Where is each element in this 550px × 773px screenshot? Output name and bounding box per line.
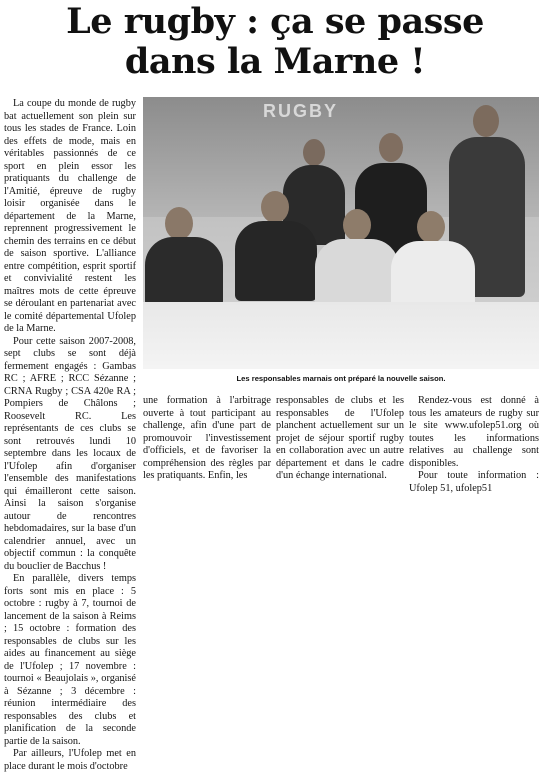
photo-table (143, 302, 539, 369)
article-column-2 (143, 395, 271, 483)
photo-caption: Les responsables marnais ont préparé la nouvelle saison. (236, 374, 446, 383)
article-column-3 (276, 395, 404, 483)
paragraph-events: En parallèle, divers temps forts sont mis en place : 5 octobre : rugby à 7, tournoi de lancement de la saison à Reims ; 15 octobre : formation des responsables de clubs sur les aides au financement au siège de l'Ufolep ; 17 novembre : tournoi « Beaujolais », organisé à Sézanne ; 3 décembre : réunion intermédiaire des responsables des clubs et planification de la seconde partie de la saison. (4, 573, 136, 747)
paragraph-training-start: Par ailleurs, l'Ufolep met en place durant le mois d'octobre (4, 748, 136, 772)
headline-line-1: Le rugby : ça se passe (66, 1, 484, 42)
paragraph-website: Rendez-vous est donné à tous les amateurs de rugby sur le site www.ufolep51.org où toutes les informations relatives au challenge sont disponibles. (409, 395, 539, 469)
headline-line-2: dans la Marne ! (124, 41, 426, 82)
paragraph-clubs: Pour cette saison 2007-2008, sept clubs se sont déjà fermement engagés : Gambas RC ; AFRE ; RCC Sézanne ; CRNA Rugby ; CSA 420e RA ; Pompiers de Châlons ; Roosevelt RC. Les représentants de ces clubs se sont retrouvés lundi 10 septembre dans les locaux de l'Ufolep afin d'organiser l'ensemble des manifestations qui émailleront cette saison. Ainsi la saison s'organise autour de rencontres hebdomadaires, sur la base d'un calendrier annuel, avec un objectif commun : la conquête du bouclier de Bacchus ! (4, 335, 136, 572)
paragraph-training: une formation à l'arbitrage ouverte à tout participant au challenge, afin d'une part de promouvoir l'investissement d'officiels, et de favoriser la compréhension des règles par les pratiquants. Enfin, les (143, 395, 271, 481)
photo-banner-text: RUGBY (263, 101, 339, 121)
paragraph-project: responsables de clubs et les responsables de l'Ufolep planchent actuellement sur un projet de séjour sportif rugby en collaboration avec un autre département et dans le cadre d'un échange international. (276, 395, 404, 481)
paragraph-contact: Pour toute information : Ufolep 51, ufolep51 (409, 470, 539, 494)
article-column-4 (409, 395, 539, 495)
article-column-1 (4, 98, 136, 773)
paragraph-intro: La coupe du monde de rugby bat actuellement son plein sur tous les stades de France. Loin des effets de mode, mais en véritables passionnés de ce sport en plein essor les pratiquants du challenge de l'Amitié, épreuve de rugby loisir organisée dans le département de la Marne, reprennent progressivement le chemin des terrains en ce début de saison sportive. L'alliance entre compétition, esprit sportif et convivialité restent les maîtres mots de cette épreuve se déroulant en partenariat avec le comité départemental Ufolep de la Marne. (4, 98, 136, 334)
team-photo (143, 97, 539, 369)
article-headline (0, 2, 550, 82)
